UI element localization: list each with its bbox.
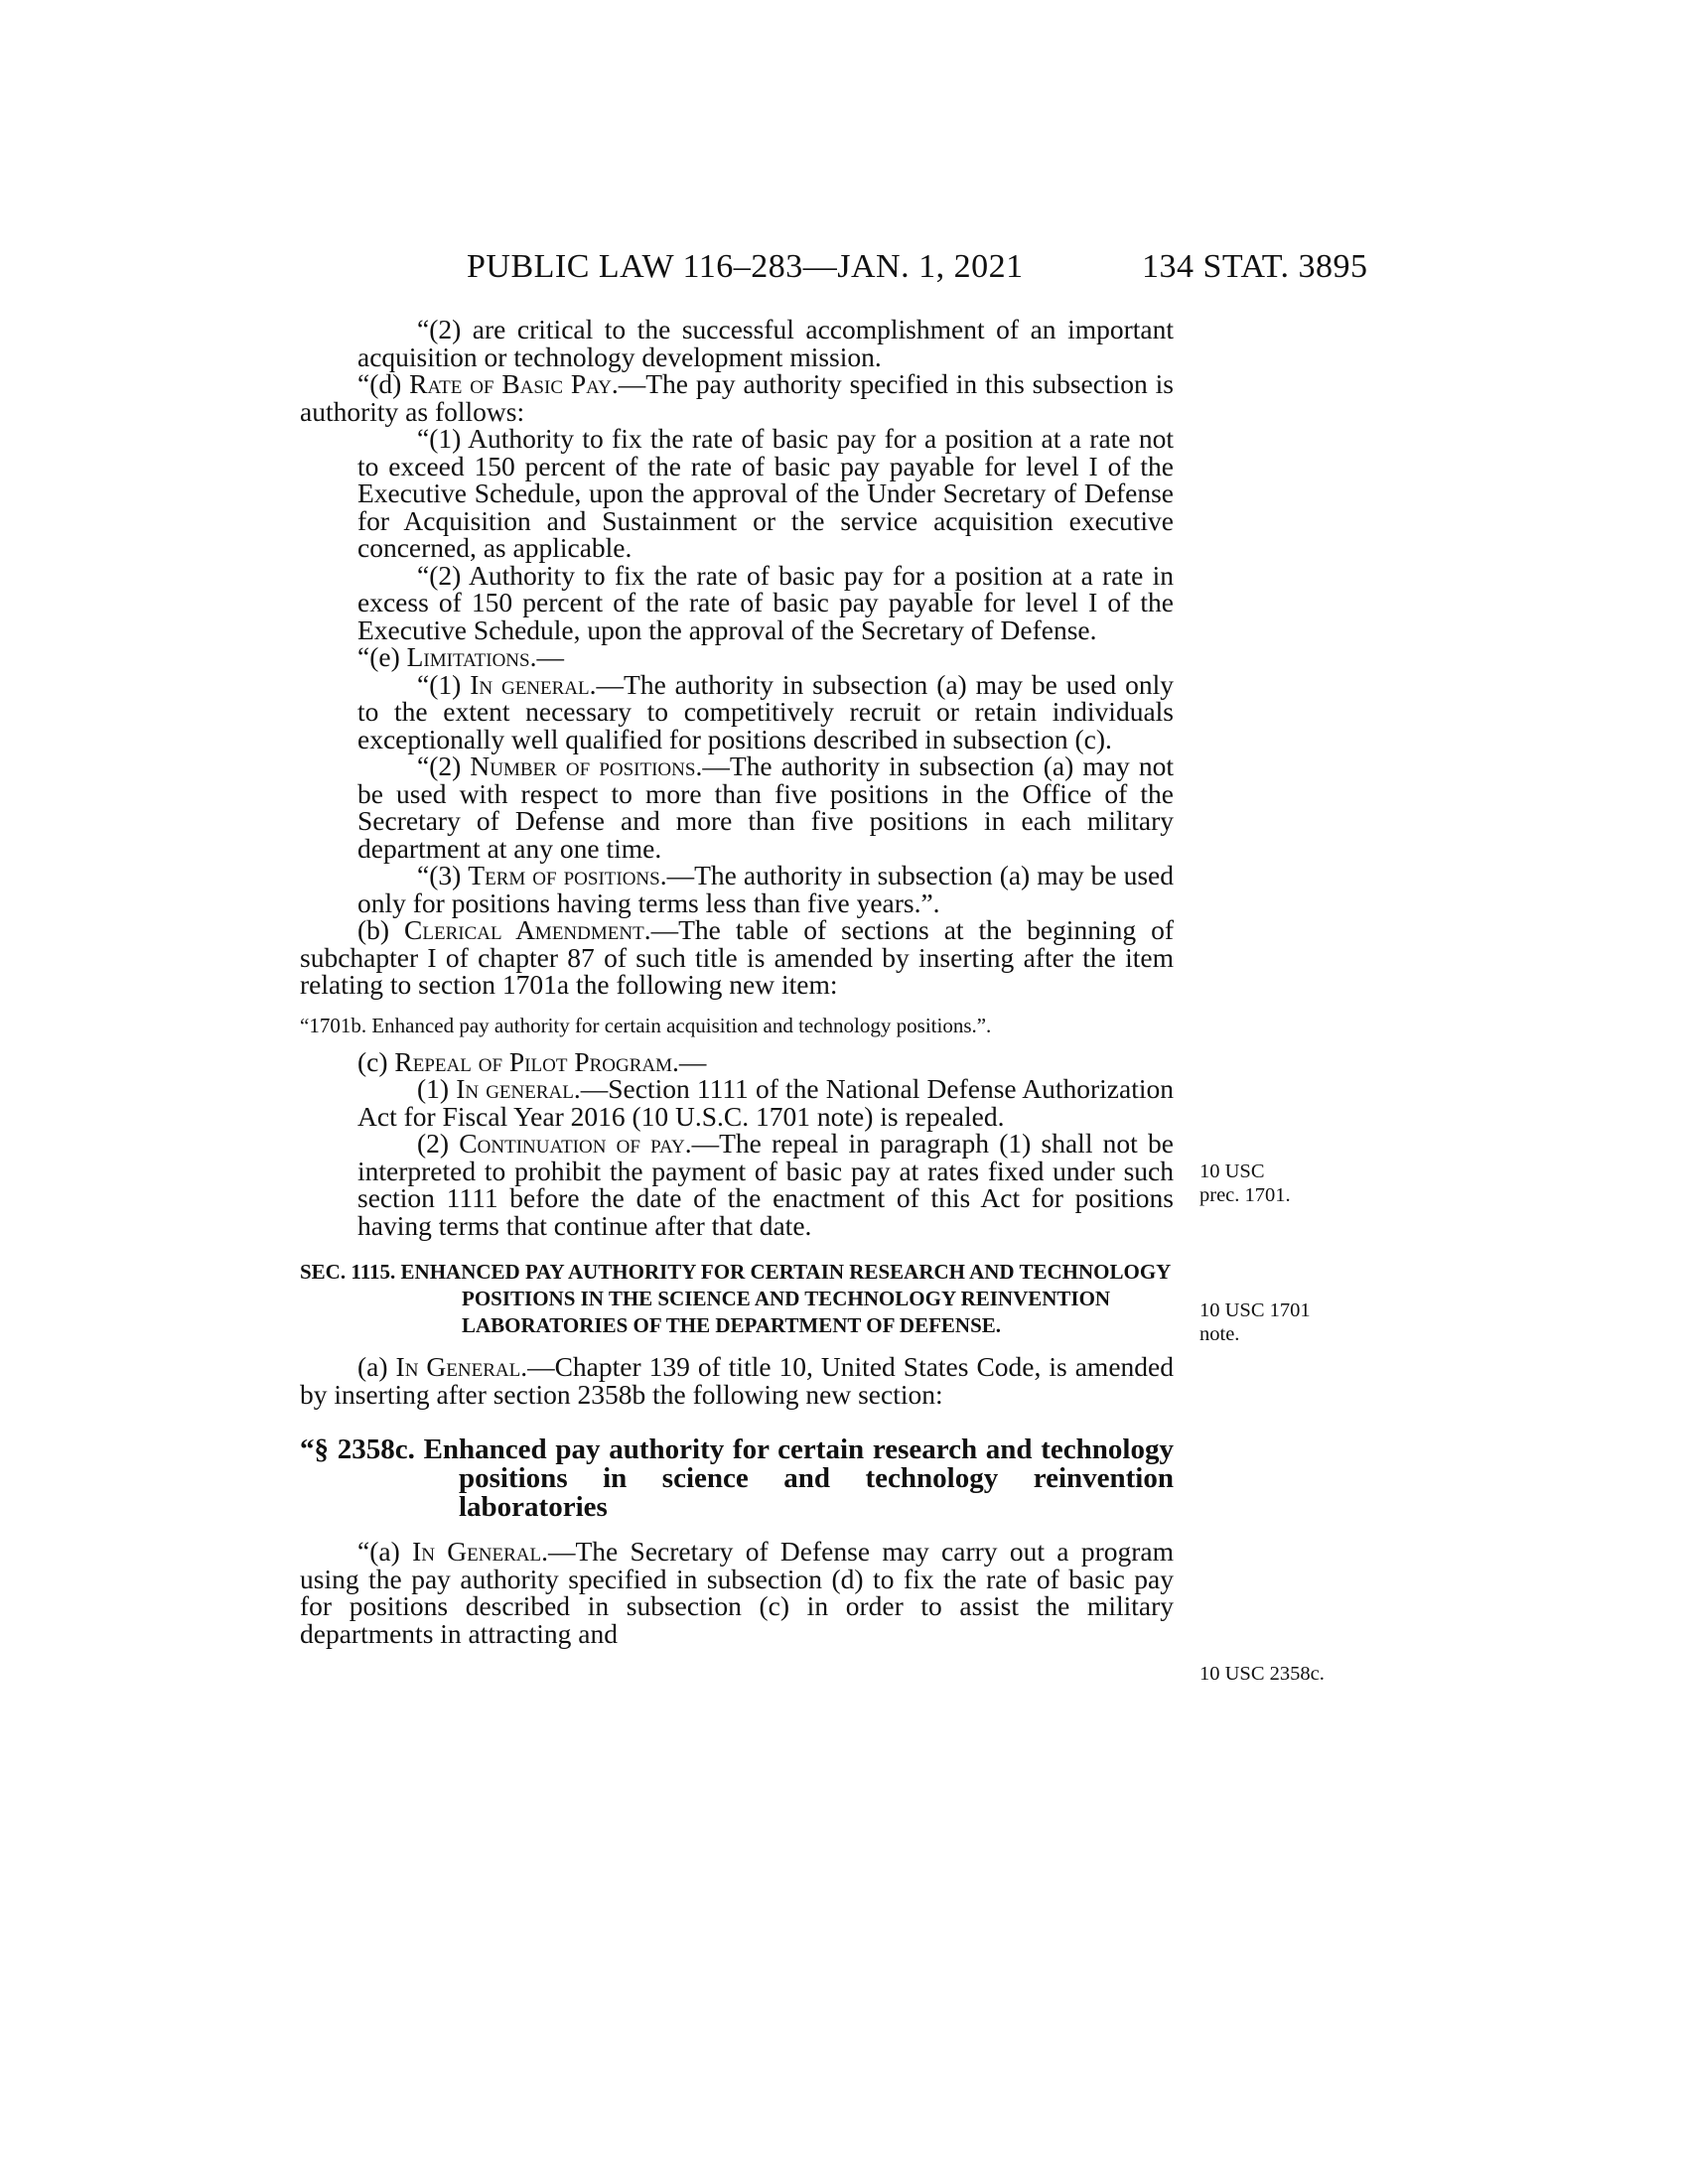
subsection-heading: In general xyxy=(470,668,590,700)
paragraph: “(d) Rate of Basic Pay.—The pay authority specified in this subsection is authority as follows: xyxy=(300,368,1174,427)
subsection-heading: In General xyxy=(395,1351,521,1382)
subsection-heading: Limitations xyxy=(406,641,530,672)
paragraph: (1) In general.—Section 1111 of the National Defense Authorization Act for Fiscal Year 2016 (10 U.S.C. 1701 note) is repealed. xyxy=(357,1073,1174,1132)
paragraph: “(2) Number of positions.—The authority in subsection (a) may not be used with respect to more than five positions in the Office of the Secretary of Defense and more than five positions in each military department at any one time. xyxy=(357,751,1174,864)
new-section-heading: “§ 2358c. Enhanced pay authority for certain research and technology positions in science and technology reinvention laboratories xyxy=(300,1433,1174,1523)
subsection-heading: Repeal of Pilot Program xyxy=(394,1045,673,1077)
table-of-sections-item: “1701b. Enhanced pay authority for certain acquisition and technology positions.”. xyxy=(300,1013,992,1037)
subsection-heading: Rate of Basic Pay xyxy=(409,368,612,399)
subsection-heading: Clerical Amendment xyxy=(404,914,644,945)
margin-note: 10 USC prec. 1701. xyxy=(1199,1160,1291,1206)
paragraph: (a) In General.—Chapter 139 of title 10, United States Code, is amended by inserting after section 2358b the following new section: xyxy=(300,1351,1174,1410)
paragraph: “(1) Authority to fix the rate of basic pay for a position at a rate not to exceed 150 percent of the rate of basic pay payable for level I of the Executive Schedule, upon the approval of the Under Secretary of Defense for Acquisition and Sustainment or the service acquisition executive concerned, as applicable. xyxy=(357,423,1174,563)
margin-note: 10 USC 1701 note. xyxy=(1199,1299,1311,1345)
paragraph: “(e) Limitations.— xyxy=(357,641,564,672)
paragraph: “(1) In general.—The authority in subsection (a) may be used only to the extent necessary to competitively recruit or retain individuals exceptionally well qualified for positions described in subsection (c). xyxy=(357,668,1174,754)
subsection-heading: Continuation of pay xyxy=(459,1128,685,1159)
paragraph: (c) Repeal of Pilot Program.— xyxy=(357,1045,707,1077)
subsection-heading: Number of positions xyxy=(470,751,696,781)
subsection-heading: In general xyxy=(456,1073,574,1104)
paragraph: “(2) are critical to the successful accomplishment of an important acquisition or technology development mission. xyxy=(357,314,1174,372)
subsection-heading: In General xyxy=(412,1536,542,1567)
paragraph: “(a) In General.—The Secretary of Defense may carry out a program using the pay authority specified in subsection (d) to fix the rate of basic pay for positions described in subsection (c) in order to assist the military departments in attracting and xyxy=(300,1536,1175,1649)
section-heading: SEC. 1115. ENHANCED PAY AUTHORITY FOR CERTAIN RESEARCH AND TECHNOLOGY POSITIONS IN THE SCIENCE AND TECHNOLOGY REINVENTION LABORATORIES OF THE DEPARTMENT OF DEFENSE. xyxy=(300,1260,1171,1337)
paragraph: (b) Clerical Amendment.—The table of sections at the beginning of subchapter I of chapter 87 of such title is amended by inserting after the item relating to section 1701a the following new item: xyxy=(300,914,1174,1000)
document-body xyxy=(300,316,1174,1647)
paragraph: “(2) Authority to fix the rate of basic pay for a position at a rate in excess of 150 percent of the rate of basic pay payable for level I of the Executive Schedule, upon the approval of the Secretary of Defense. xyxy=(357,559,1174,645)
statute-page-number: 134 STAT. 3895 xyxy=(1142,248,1368,285)
margin-note: 10 USC 2358c. xyxy=(1199,1663,1325,1685)
paragraph: (2) Continuation of pay.—The repeal in paragraph (1) shall not be interpreted to prohibit the payment of basic pay at rates fixed under such section 1111 before the date of the enactment of this Act for positions having terms that continue after that date. xyxy=(357,1128,1175,1241)
paragraph: “(3) Term of positions.—The authority in subsection (a) may be used only for positions having terms less than five years.”. xyxy=(357,860,1174,918)
running-header-title: PUBLIC LAW 116–283—JAN. 1, 2021 xyxy=(467,248,1024,285)
subsection-heading: Term of positions xyxy=(468,860,660,890)
